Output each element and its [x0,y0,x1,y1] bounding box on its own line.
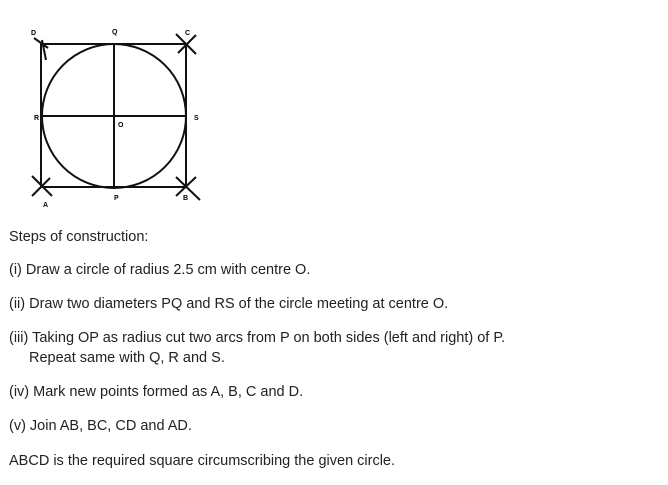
steps-heading: Steps of construction: [9,229,149,245]
label-r: R [34,115,40,122]
label-o: O [118,122,124,129]
label-q: Q [112,29,118,36]
step-3: (iii) Taking OP as radius cut two arcs from P on both sides (left and right) of P. [9,330,506,346]
label-d: D [31,30,37,37]
label-a: A [43,202,49,209]
step-2: (ii) Draw two diameters PQ and RS of the circle meeting at centre O. [9,296,449,312]
step-4: (iv) Mark new points formed as A, B, C and D. [9,384,304,400]
step-5: (v) Join AB, BC, CD and AD. [9,418,192,434]
label-b: B [183,195,189,202]
label-p: P [114,195,119,202]
conclusion: ABCD is the required square circumscribing the given circle. [9,453,396,469]
label-s: S [194,115,199,122]
construction-diagram [0,0,230,215]
label-c: C [185,30,191,37]
step-1: (i) Draw a circle of radius 2.5 cm with centre O. [9,262,311,278]
step-3-continued: Repeat same with Q, R and S. [29,350,225,366]
